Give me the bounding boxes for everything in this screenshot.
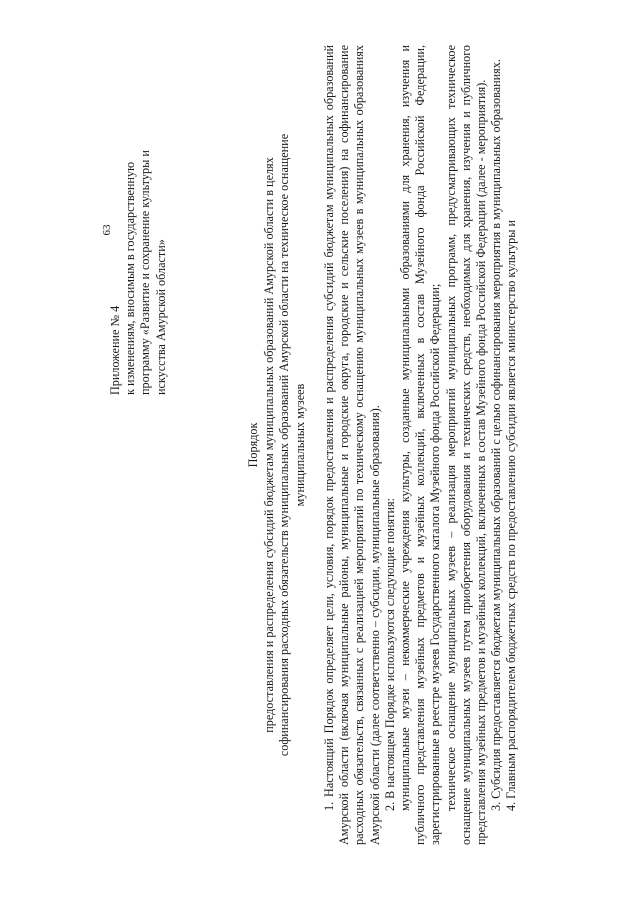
appendix-line: Приложение № 4 bbox=[108, 305, 122, 395]
paragraph-2: 2. В настоящем Порядке используются следующие понятия: bbox=[382, 497, 397, 811]
heading-line: предоставления и распределения субсидий бюджетам муниципальных образований Амурской области в целях bbox=[262, 157, 277, 733]
document-heading bbox=[246, 45, 308, 845]
paragraph-4: 4. Главным распорядителем бюджетных средств по предоставлению субсидии является министерство культуры и bbox=[504, 220, 519, 811]
appendix-line: искусства Амурской области» bbox=[153, 239, 168, 395]
page-number: 63 bbox=[101, 224, 113, 236]
appendix-block bbox=[108, 25, 169, 395]
paragraph-definition-equipment: техническое оснащение муниципальных музеев – реализация мероприятий муниципальных программ, предусматривающих техническое оснащение муниципальных музеев путем приобретения оборудования и технических средств, необходимых для хранения, изучения и публичного представления музейных предметов и музейных коллекций, включенных в состав Музейного фонда Российской Федерации (далее - мероприятия). bbox=[443, 45, 489, 845]
appendix-line: программу «Развитие и сохранение культуры и bbox=[138, 150, 153, 395]
rotated-content bbox=[100, 25, 540, 845]
paragraph-3: 3. Субсидия предоставляется бюджетам муниципальных образований с целью софинансирования мероприятия в муниципальных образованиях. bbox=[489, 59, 504, 811]
heading-title: Порядок bbox=[246, 422, 260, 468]
paragraph-definition-museums: муниципальные музеи – некоммерческие учреждения культуры, созданные муниципальными образованиями для хранения, изучения и публичного представления музейных предметов и музейных коллекций, включенных в состав Музейного фонда Российской Федерации, зарегистрированные в реестре музеев Государственного каталога Музейного фонда Российской Федерации; bbox=[398, 45, 443, 845]
heading-line: муниципальных музеев bbox=[292, 383, 307, 507]
heading-line: софинансирования расходных обязательств муниципальных образований Амурской области на техническое оснащение bbox=[277, 133, 292, 757]
appendix-line: к изменениям, вносимым в государственную bbox=[123, 161, 138, 395]
document-body bbox=[322, 45, 520, 845]
paragraph-1: 1. Настоящий Порядок определяет цели, условия, порядок предоставления и распределения субсидий бюджетам муниципальных образований Амурской области (включая муниципальные районы, муниципальные и городские округа, городские и сельские поселения) на софинансирование расходных обязательств, связанных с реализацией мероприятий по техническому оснащению муниципальных музеев в муниципальных образованиях Амурской области (далее соответственно – субсидии, муниципальные образования). bbox=[322, 45, 382, 845]
